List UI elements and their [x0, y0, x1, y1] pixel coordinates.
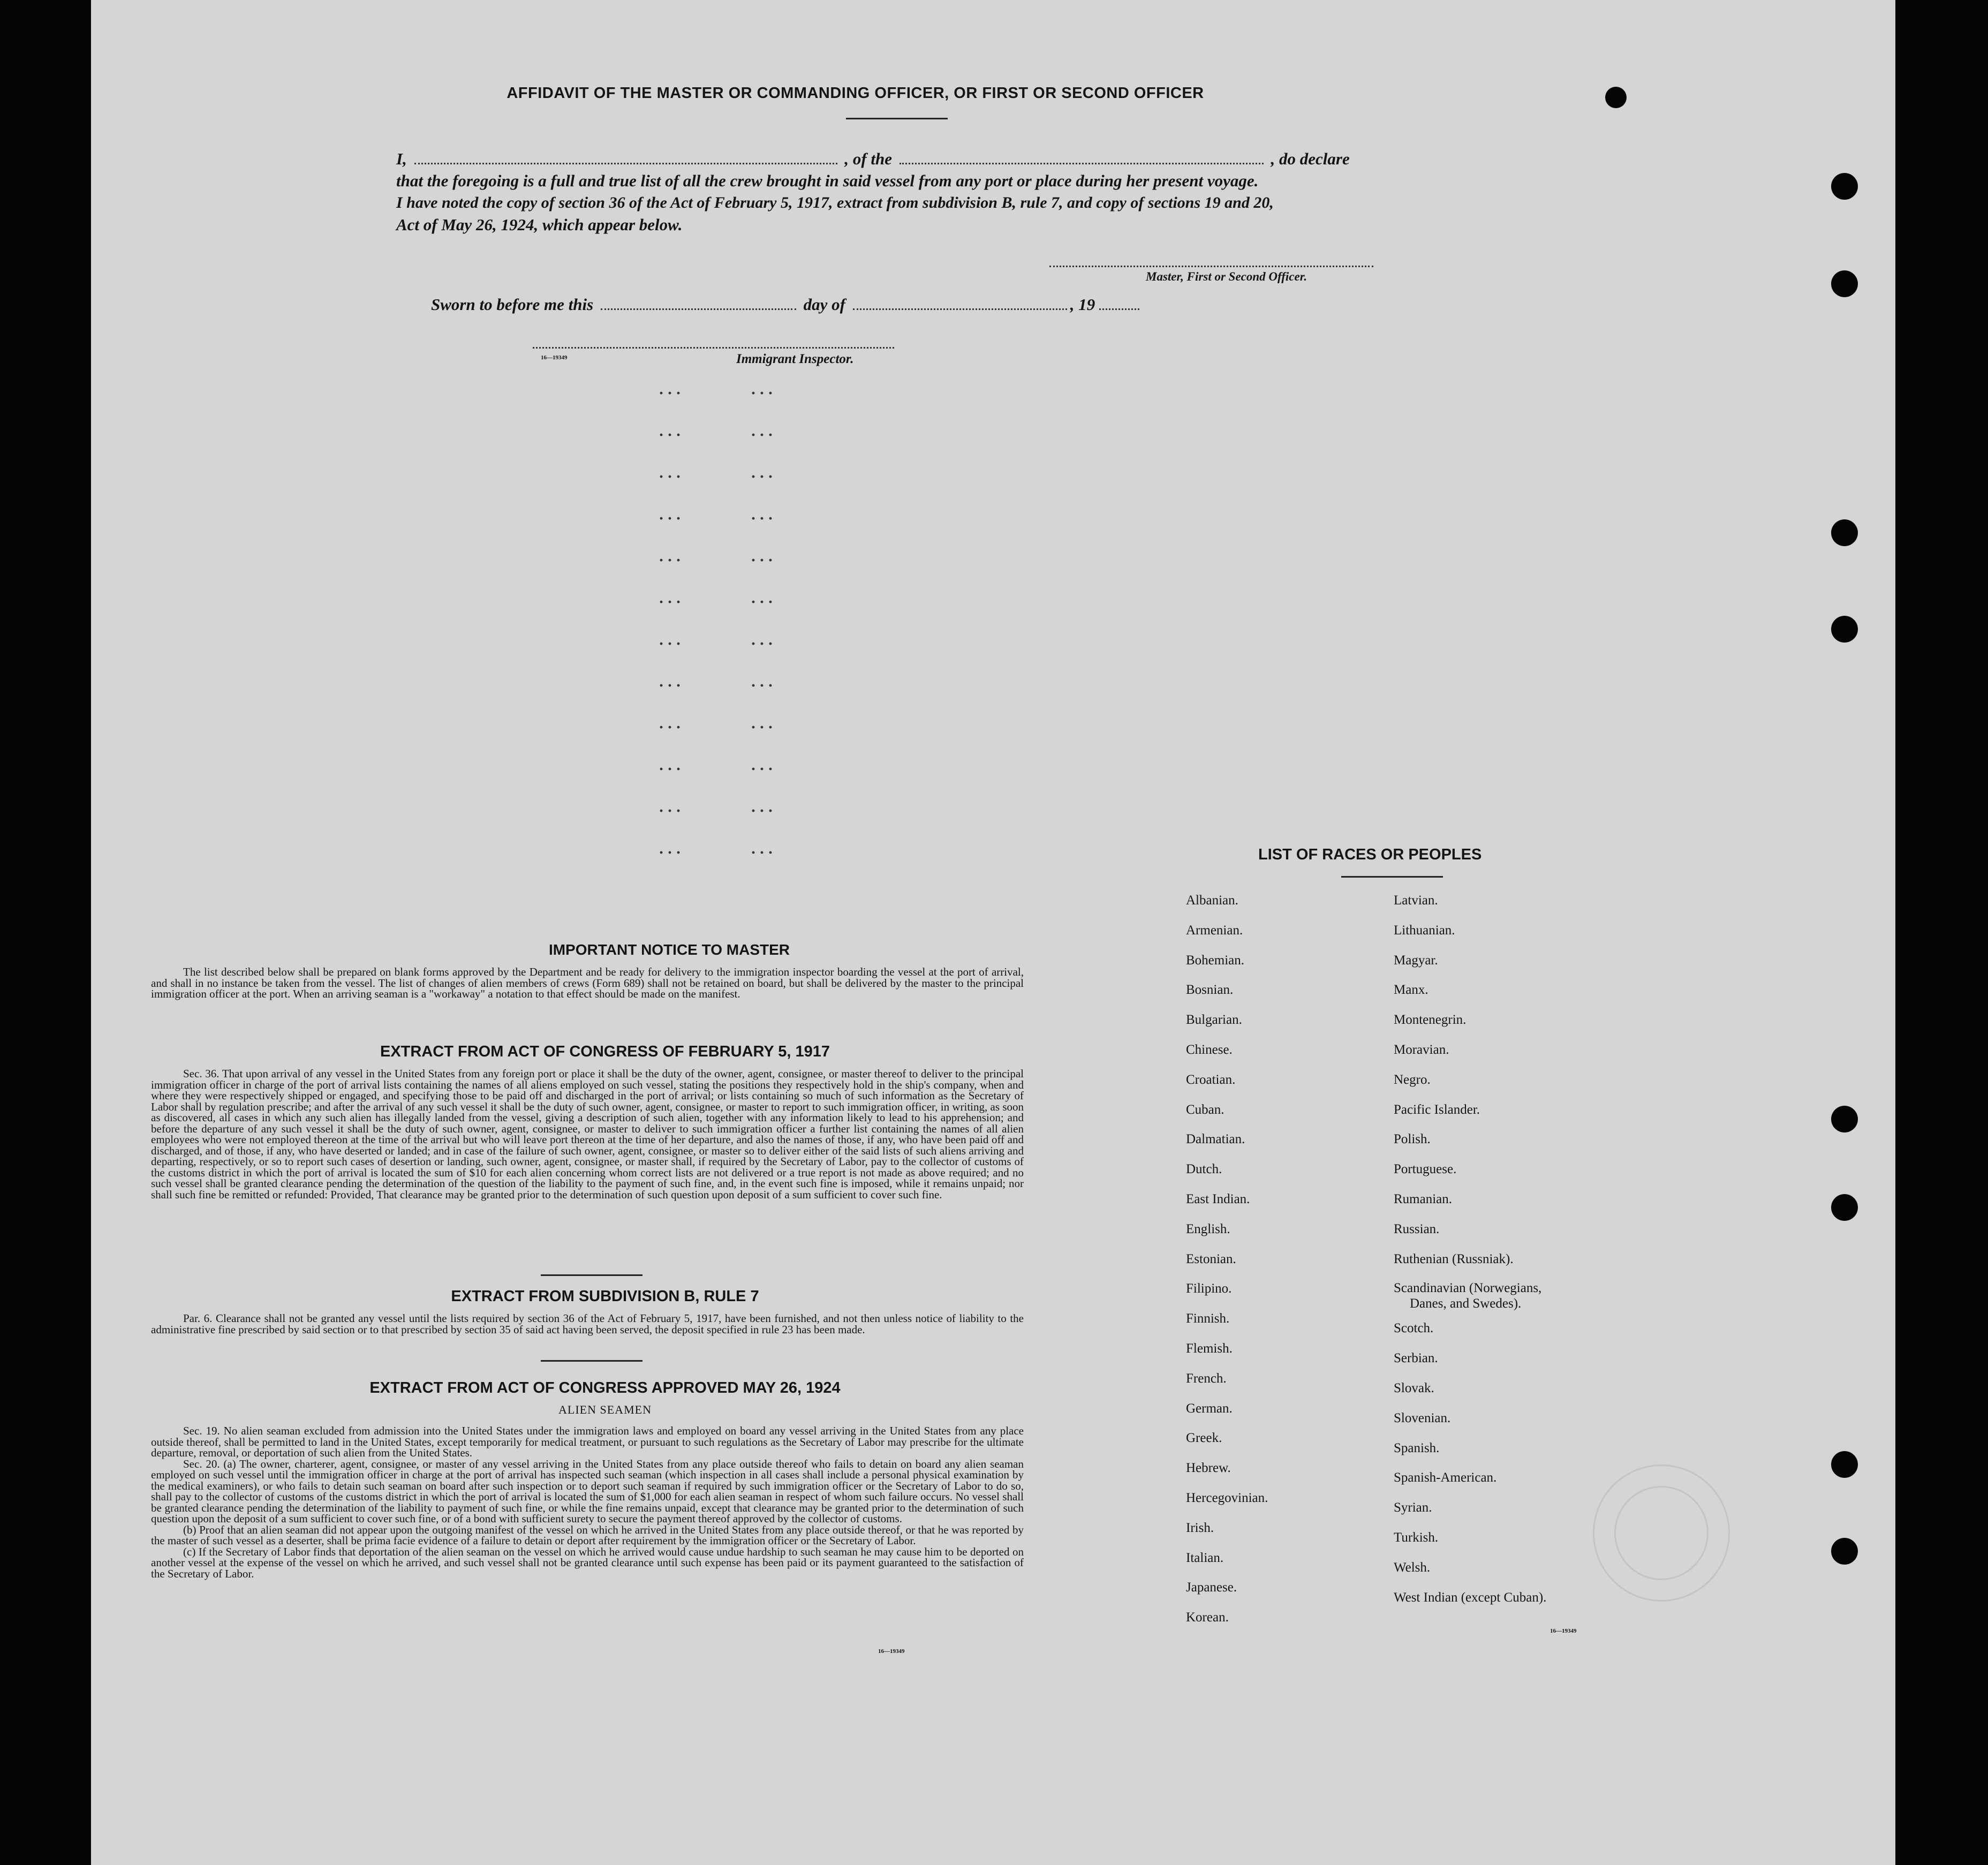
race-item: Polish. — [1394, 1132, 1431, 1147]
race-item: Dalmatian. — [1186, 1132, 1245, 1147]
embossed-seal-inner — [1614, 1486, 1709, 1580]
title-divider — [846, 118, 948, 119]
race-scandinavian — [1394, 1274, 1546, 1309]
do-declare-label: , do declare — [1271, 149, 1350, 168]
sworn-line — [431, 293, 1143, 315]
section-divider — [541, 1360, 642, 1362]
affidavit-line-4: Act of May 26, 1924, which appear below. — [396, 215, 683, 234]
sec-19: Sec. 19. No alien seaman excluded from admission into the United States under the immigration laws and employed on board any vessel arriving in the United States from any place outside thereof, shall be permitted to land in the United States, except temporarily for medical treatment, or pursuant to such regulations as the Secretary of Labor may prescribe for the ultimate departure, removal, or deportation of such alien from the United States. — [151, 1424, 1024, 1459]
affidavit-line-2: that the foregoing is a full and true list of all the crew brought in said vessel from any port or place during her present voyage. — [396, 171, 1259, 190]
race-item: Greek. — [1186, 1431, 1222, 1446]
race-item: Manx. — [1394, 983, 1428, 998]
month-blank — [853, 295, 1067, 310]
races-title: LIST OF RACES OR PEOPLES — [1258, 846, 1482, 863]
binder-hole — [1831, 1538, 1858, 1565]
races-left-column — [1186, 886, 1268, 1633]
race-item: Italian. — [1186, 1550, 1224, 1565]
race-item: Hercegovinian. — [1186, 1490, 1268, 1505]
race-item: Japanese. — [1186, 1580, 1237, 1595]
notice-title: IMPORTANT NOTICE TO MASTER — [548, 941, 790, 958]
extract-rule7-body: Par. 6. Clearance shall not be granted any vessel until the lists required by section 36 of the Act of February 5, 1917, have been furnished, and not then unless notice of liability to the administrative fine prescribed by said section or to that prescribed by section 35 of said act having been served, the deposit specified in rule 23 has been made. — [151, 1312, 1024, 1336]
race-item: Serbian. — [1394, 1351, 1438, 1366]
form-number: 16—19349 — [878, 1648, 905, 1655]
race-item: Irish. — [1186, 1520, 1214, 1535]
race-item: Albanian. — [1186, 893, 1238, 908]
binder-hole — [1831, 1194, 1858, 1221]
race-item: Magyar. — [1394, 953, 1438, 968]
sec-20-b: (b) Proof that an alien seaman did not appear upon the outgoing manifest of the vessel on which he arrived in the United States from any place outside thereof, or that he was reported by the master of such vessel as a deserter, shall be prima facie evidence of a failure to detain or deport after requirement by the immigration officer or the Secretary of Labor. — [151, 1523, 1024, 1547]
race-item: East Indian. — [1186, 1191, 1250, 1206]
race-item: West Indian (except Cuban). — [1394, 1590, 1547, 1605]
section-divider — [541, 1274, 642, 1276]
extract-1917-title: EXTRACT FROM ACT OF CONGRESS OF FEBRUARY 5, 1917 — [380, 1043, 830, 1060]
year-label: , 19 — [1070, 295, 1095, 314]
race-item: Spanish-American. — [1394, 1470, 1497, 1485]
race-item: Turkish. — [1394, 1530, 1439, 1545]
race-item: Bohemian. — [1186, 953, 1245, 968]
race-item: Korean. — [1186, 1610, 1229, 1625]
race-scandinavian-line-2: Danes, and Swedes). — [1410, 1296, 1522, 1311]
bleed-through-dots: ··· ··· ··· ··· ··· ··· ··· ··· ··· ··· ··· ··· ··· ··· ··· ··· ··· ··· ··· ··· ··· ··· ··· ··· — [659, 384, 776, 862]
race-item: Latvian. — [1394, 893, 1438, 908]
affidavit-line-3: I have noted the copy of section 36 of the Act of February 5, 1917, extract from subdivision B, rule 7, and copy of sections 19 and 20, — [396, 194, 1274, 212]
race-item: Welsh. — [1394, 1560, 1431, 1575]
race-item: French. — [1186, 1371, 1227, 1386]
binder-hole — [1831, 173, 1858, 200]
races-right-top — [1394, 886, 1546, 1274]
binder-hole — [1831, 1451, 1858, 1478]
race-item: Flemish. — [1186, 1341, 1233, 1356]
race-item: Armenian. — [1186, 923, 1243, 938]
race-item: Bosnian. — [1186, 983, 1234, 998]
race-item: Chinese. — [1186, 1042, 1233, 1057]
race-item: Hebrew. — [1186, 1461, 1231, 1476]
vessel-blank — [899, 149, 1264, 164]
day-of-label: day of — [803, 295, 845, 314]
binder-hole — [1831, 270, 1858, 297]
binder-hole — [1831, 1106, 1858, 1132]
races-right-column — [1394, 886, 1546, 1612]
races-right-bottom — [1394, 1313, 1546, 1612]
race-item: Slovak. — [1394, 1380, 1434, 1395]
race-item: Scotch. — [1394, 1321, 1434, 1336]
race-item: Lithuanian. — [1394, 923, 1455, 938]
inspector-label: Immigrant Inspector. — [736, 352, 854, 366]
day-blank — [601, 295, 796, 310]
race-item: Russian. — [1394, 1221, 1440, 1236]
race-item: Portuguese. — [1394, 1162, 1457, 1177]
extract-1924-subtitle: ALIEN SEAMEN — [558, 1403, 652, 1416]
extract-1924-body — [151, 1425, 1024, 1579]
race-item: Estonian. — [1186, 1251, 1236, 1266]
form-number: 16—19349 — [541, 354, 568, 361]
extract-1924-title: EXTRACT FROM ACT OF CONGRESS APPROVED MAY 26, 1924 — [369, 1379, 841, 1396]
race-item: Croatian. — [1186, 1072, 1236, 1087]
master-signature-line — [1049, 266, 1373, 267]
extract-1917-body: Sec. 36. That upon arrival of any vessel in the United States from any foreign port or place it shall be the duty of the owner, agent, consignee, or master thereof to deliver to the principal immigration officer in charge of the port of arrival lists containing the names of all aliens employed on such vessel, stating the positions they respectively hold in the ship's company, when and where they were respectively shipped or engaged, and specifying those to be paid off and discharged in the port of arrival; or lists containing so much of such information as the Secretary of Labor shall by regulation prescribe; and after the arrival of any such vessel it shall be the duty of such owner, agent, consignee, or master to report to such immigration officer, in writing, as soon as discovered, all cases in which any such alien has illegally landed from the vessel, giving a description of such alien, together with any information likely to lead to his apprehension; and before the departure of any such vessel it shall be the duty of such owner, agent, consignee, or master to deliver to such immigration officer a further list containing the names of all alien employees who were not employed thereon at the time of the arrival but who will leave port thereon at the time of her departure, and also the names of those, if any, who have been paid off and discharged, and of those, if any, who have deserted or landed; and in case of the failure of such owner, agent, consignee, or master so to deliver either of the said lists of such aliens arriving and departing, respectively, or so to report such cases of desertion or landing, such owner, agent, consignee, or master shall, if required by the Secretary of Labor, pay to the collector of customs of the customs district in which the port of arrival is located the sum of $10 for each alien concerning whom correct lists are not delivered or a true report is not made as above required; and no such vessel shall be granted clearance pending the determination of the question of the liability to the payment of such fine, and, in the event such fine is imposed, while it remains unpaid; nor shall such fine be remitted or refunded: Provided, That clearance may be granted prior to the determination of such question upon deposit of a sum sufficient to cover such fine. — [151, 1067, 1024, 1201]
sec-20-a: Sec. 20. (a) The owner, charterer, agent, consignee, or master of any vessel arriving in the United States from any place outside thereof who fails to detain on board any alien seaman employed on such vessel until the immigration officer in charge at the port of arrival has inspected such seaman (which inspection in all cases shall include a personal physical examination by the medical examiners), or who fails to detain such seaman on board after such inspection or to deport such seaman if required by such immigration officer or the Secretary of Labor to do so, shall pay to the collector of customs of the customs district in which the port of arrival is located the sum of $1,000 for each alien seaman in respect of whom such failure occurs. No vessel shall be granted clearance pending the determination of the liability to payment of such fine, or while the fine remains unpaid, except that clearance may be granted prior to the determination of such question upon the deposit of a sum sufficient to cover such fine, or of a bond with sufficient surety to secure the payment thereof approved by the collector of customs. — [151, 1457, 1024, 1525]
i-label: I, — [396, 149, 407, 168]
races-divider — [1341, 876, 1443, 878]
of-the-label: , of the — [844, 149, 893, 168]
race-item: Slovenian. — [1394, 1410, 1451, 1425]
affidavit-title: AFFIDAVIT OF THE MASTER OR COMMANDING OFFICER, OR FIRST OR SECOND OFFICER — [507, 85, 1204, 102]
race-item: Finnish. — [1186, 1311, 1230, 1326]
sec-20-c: (c) If the Secretary of Labor finds that deportation of the alien seaman on the vessel on which he arrived would cause undue hardship to such seaman he may cause him to be deported on another vessel at the expense of the vessel on which he arrived, and such vessel shall not be granted clearance until such expense has been paid or its payment guaranteed to the satisfaction of the Secretary of Labor. — [151, 1545, 1024, 1580]
race-item: Pacific Islander. — [1394, 1102, 1480, 1117]
affidavit-statement — [396, 148, 1488, 236]
extract-rule7-title: EXTRACT FROM SUBDIVISION B, RULE 7 — [451, 1288, 759, 1305]
race-item: Bulgarian. — [1186, 1013, 1242, 1028]
race-item: English. — [1186, 1221, 1230, 1236]
race-scandinavian-line-1: Scandinavian (Norwegians, — [1394, 1281, 1542, 1296]
name-blank — [414, 149, 837, 164]
race-item: Rumanian. — [1394, 1191, 1453, 1206]
race-item: Moravian. — [1394, 1042, 1449, 1057]
race-item: Negro. — [1394, 1072, 1431, 1087]
race-item: Dutch. — [1186, 1162, 1222, 1177]
form-number: 16—19349 — [1550, 1628, 1577, 1634]
race-item: Filipino. — [1186, 1281, 1232, 1296]
race-item: Syrian. — [1394, 1500, 1432, 1515]
notice-body: The list described below shall be prepared on blank forms approved by the Department and be ready for delivery to the immigration inspector boarding the vessel at the port of arrival, and shall in no instance be taken from the vessel. The list of changes of alien members of crews (Form 689) shall not be retained on board, but shall be delivered by the master to the principal immigration officer at the port. When an arriving seaman is a "workaway" a notation to that effect should be made on the manifest. — [151, 965, 1024, 1000]
race-item: Ruthenian (Russniak). — [1394, 1251, 1514, 1266]
race-item: Spanish. — [1394, 1440, 1440, 1455]
binder-hole — [1831, 616, 1858, 643]
master-signature-label: Master, First or Second Officer. — [1146, 270, 1307, 283]
binder-hole — [1831, 519, 1858, 546]
document-page — [91, 0, 1895, 1865]
sworn-label: Sworn to before me this — [431, 295, 594, 314]
year-blank — [1099, 295, 1139, 310]
race-item: Montenegrin. — [1394, 1013, 1467, 1028]
inspector-signature-line — [533, 347, 894, 349]
race-item: German. — [1186, 1401, 1233, 1416]
race-item: Cuban. — [1186, 1102, 1224, 1117]
